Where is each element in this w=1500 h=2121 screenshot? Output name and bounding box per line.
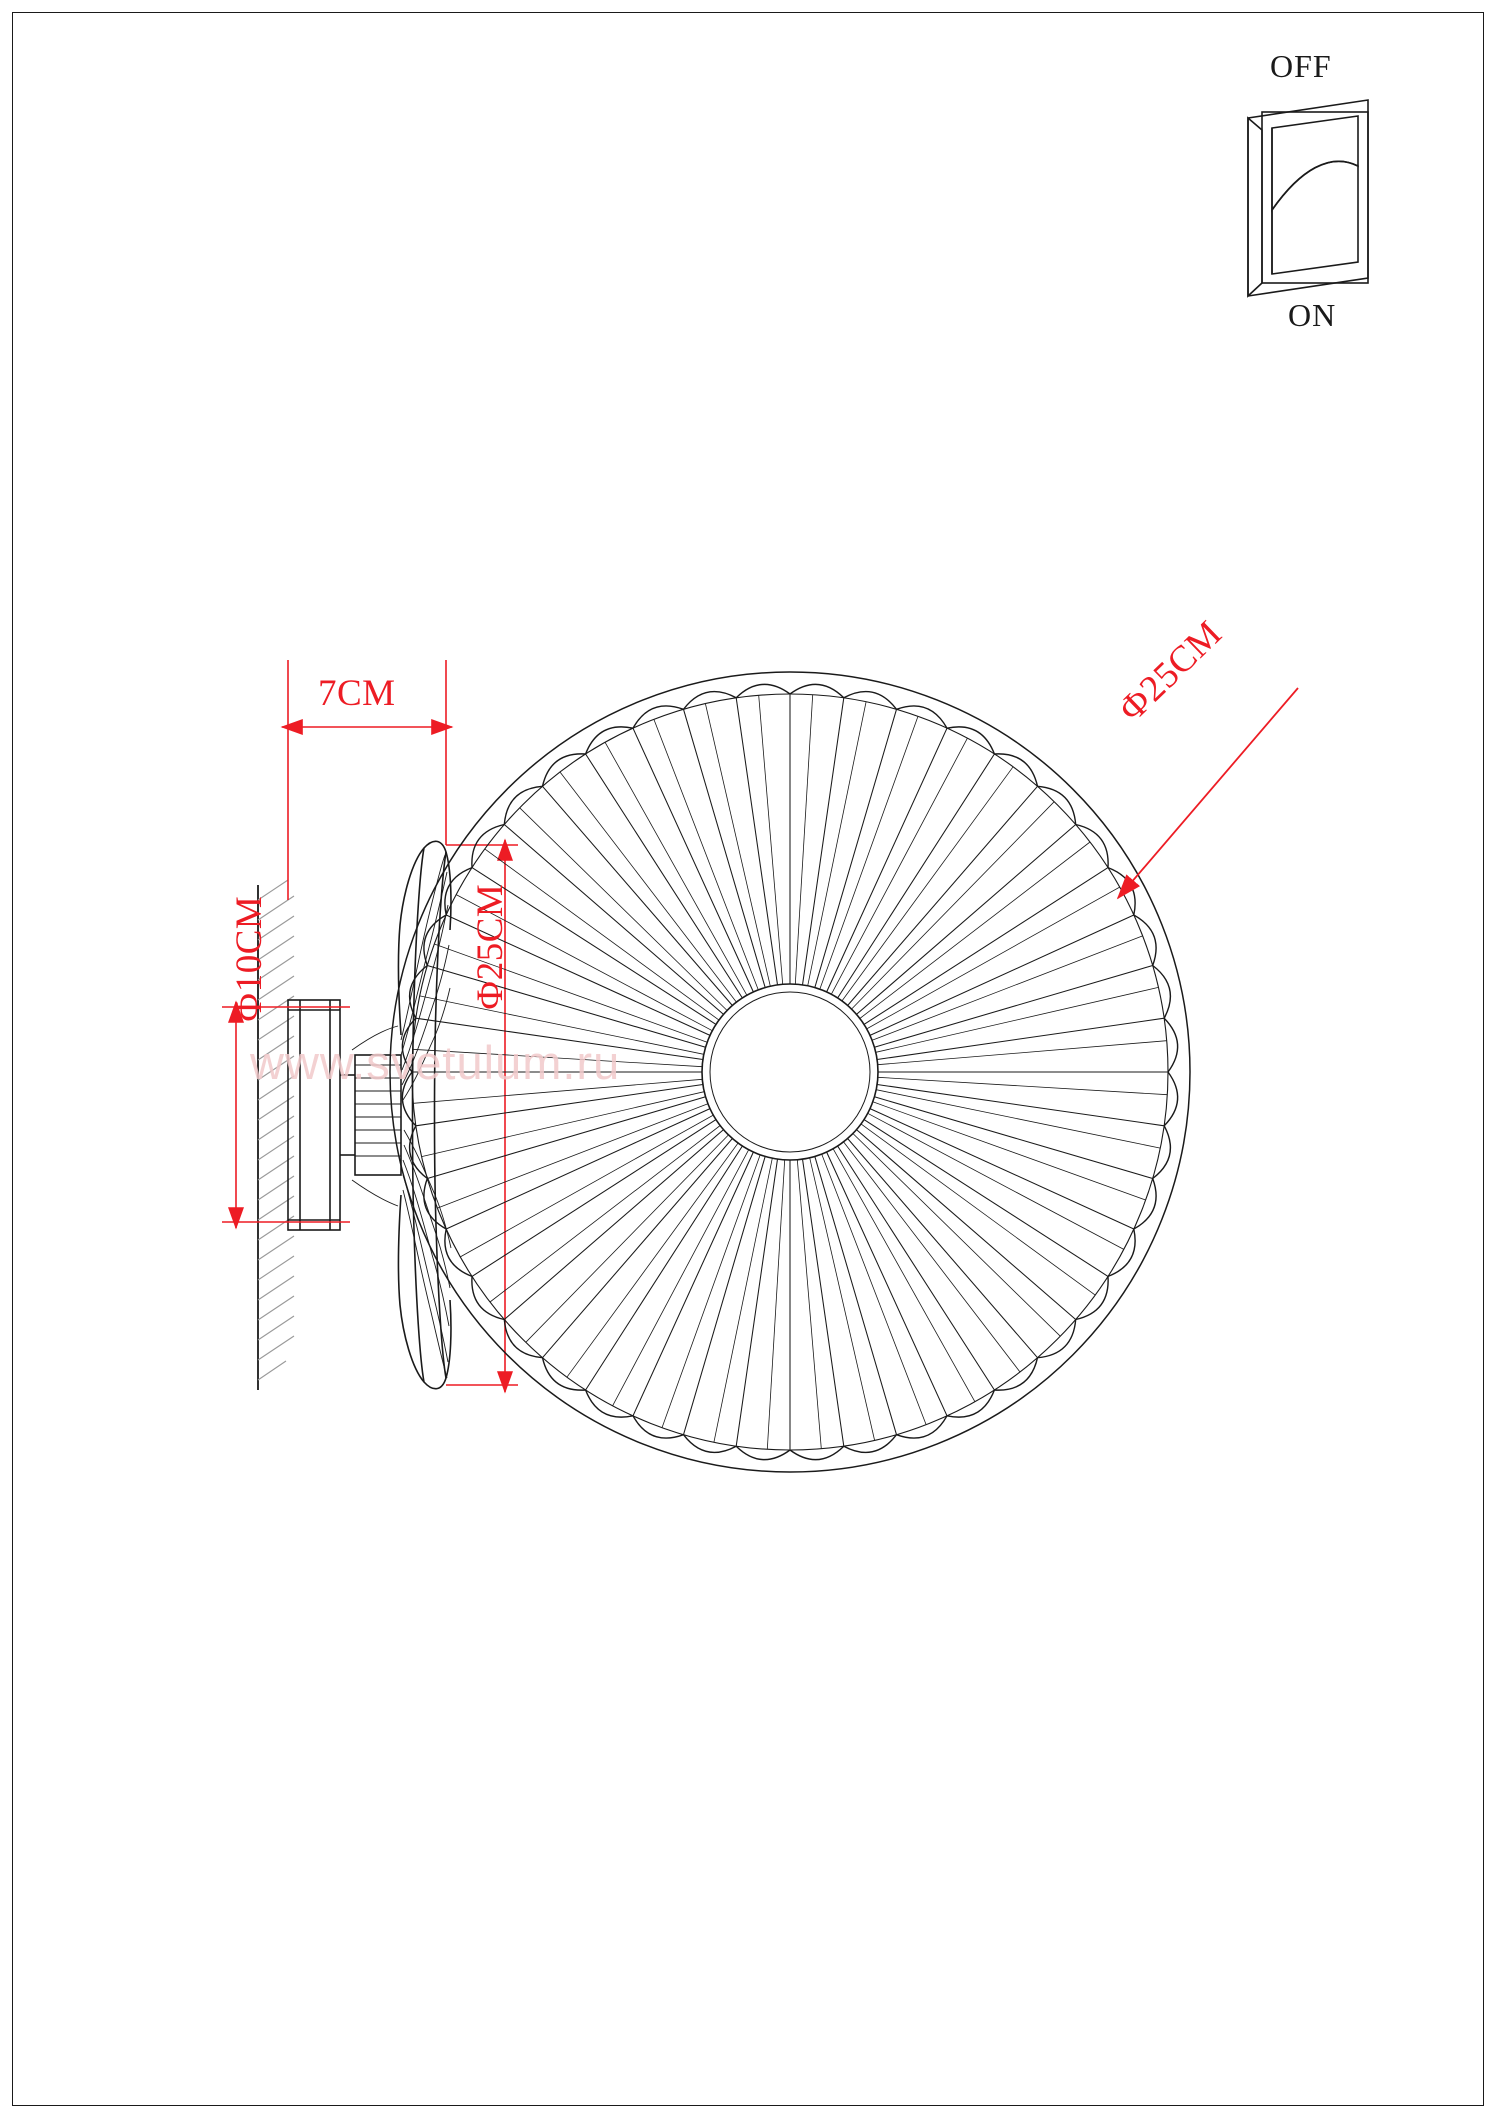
dimension-label-inner-diameter: Ф10CM	[229, 895, 270, 1022]
dimension-label-outer-diameter-front: Ф25CM	[1110, 612, 1231, 731]
switch-on-label: ON	[1288, 297, 1337, 333]
dimension-label-outer-diameter-side: Ф25CM	[470, 883, 511, 1010]
switch-off-label: OFF	[1270, 48, 1332, 84]
watermark-text: www.svetulum.ru	[250, 1036, 621, 1089]
dimension-label-depth: 7CM	[318, 673, 396, 714]
sheet-border	[12, 12, 1484, 2106]
